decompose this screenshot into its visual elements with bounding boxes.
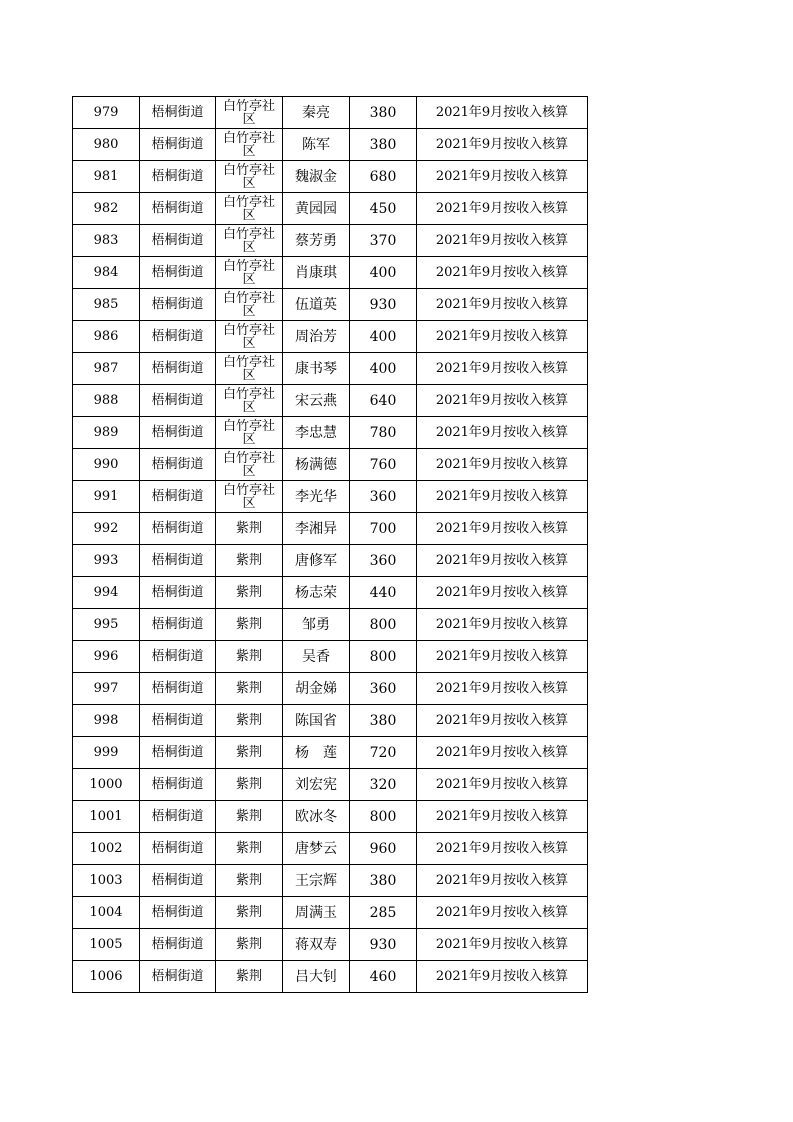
street-cell: 梧桐街道 bbox=[140, 161, 216, 193]
amount-cell: 380 bbox=[350, 129, 417, 161]
row-number-cell: 992 bbox=[73, 513, 140, 545]
community-text: 白竹亭社区 bbox=[222, 226, 275, 255]
row-number-cell: 998 bbox=[73, 705, 140, 737]
row-number-cell: 989 bbox=[73, 417, 140, 449]
table-row bbox=[73, 897, 588, 929]
table-row bbox=[73, 289, 588, 321]
note-cell: 2021年9月按收入核算 bbox=[417, 161, 588, 193]
community-cell bbox=[216, 897, 283, 929]
table-row bbox=[73, 577, 588, 609]
table-row bbox=[73, 481, 588, 513]
amount-cell: 800 bbox=[350, 641, 417, 673]
note-cell: 2021年9月按收入核算 bbox=[417, 961, 588, 993]
street-cell: 梧桐街道 bbox=[140, 961, 216, 993]
row-number-cell: 991 bbox=[73, 481, 140, 513]
amount-cell: 400 bbox=[350, 321, 417, 353]
community-text: 白竹亭社区 bbox=[222, 386, 275, 415]
row-number-cell: 982 bbox=[73, 193, 140, 225]
community-cell bbox=[216, 705, 283, 737]
amount-cell: 360 bbox=[350, 673, 417, 705]
table-row bbox=[73, 449, 588, 481]
row-number-cell: 986 bbox=[73, 321, 140, 353]
person-name-cell: 伍道英 bbox=[283, 289, 350, 321]
street-cell: 梧桐街道 bbox=[140, 193, 216, 225]
street-cell: 梧桐街道 bbox=[140, 737, 216, 769]
community-cell bbox=[216, 673, 283, 705]
row-number-cell: 980 bbox=[73, 129, 140, 161]
note-cell: 2021年9月按收入核算 bbox=[417, 129, 588, 161]
community-text: 紫荆 bbox=[235, 553, 262, 568]
community-text: 白竹亭社区 bbox=[222, 290, 275, 319]
street-cell: 梧桐街道 bbox=[140, 705, 216, 737]
table-row bbox=[73, 161, 588, 193]
street-cell: 梧桐街道 bbox=[140, 641, 216, 673]
table-row bbox=[73, 353, 588, 385]
row-number-cell: 990 bbox=[73, 449, 140, 481]
note-cell: 2021年9月按收入核算 bbox=[417, 545, 588, 577]
street-cell: 梧桐街道 bbox=[140, 289, 216, 321]
amount-cell: 440 bbox=[350, 577, 417, 609]
street-cell: 梧桐街道 bbox=[140, 897, 216, 929]
community-text: 紫荆 bbox=[235, 649, 262, 664]
community-cell bbox=[216, 257, 283, 289]
row-number-cell: 1006 bbox=[73, 961, 140, 993]
community-text: 白竹亭社区 bbox=[222, 354, 275, 383]
amount-cell: 320 bbox=[350, 769, 417, 801]
community-text: 紫荆 bbox=[235, 617, 262, 632]
community-text: 白竹亭社区 bbox=[222, 258, 275, 287]
person-name-cell: 肖康琪 bbox=[283, 257, 350, 289]
street-cell: 梧桐街道 bbox=[140, 929, 216, 961]
community-text: 紫荆 bbox=[235, 969, 262, 984]
note-cell: 2021年9月按收入核算 bbox=[417, 673, 588, 705]
amount-cell: 400 bbox=[350, 257, 417, 289]
amount-cell: 360 bbox=[350, 545, 417, 577]
row-number-cell: 997 bbox=[73, 673, 140, 705]
community-cell bbox=[216, 865, 283, 897]
amount-cell: 760 bbox=[350, 449, 417, 481]
amount-cell: 960 bbox=[350, 833, 417, 865]
row-number-cell: 1003 bbox=[73, 865, 140, 897]
note-cell: 2021年9月按收入核算 bbox=[417, 353, 588, 385]
amount-cell: 780 bbox=[350, 417, 417, 449]
community-text: 白竹亭社区 bbox=[222, 418, 275, 447]
table-row bbox=[73, 865, 588, 897]
community-text: 紫荆 bbox=[235, 745, 262, 760]
person-name-cell: 吴香 bbox=[283, 641, 350, 673]
person-name-cell: 李忠慧 bbox=[283, 417, 350, 449]
community-cell bbox=[216, 513, 283, 545]
table-row bbox=[73, 97, 588, 129]
street-cell: 梧桐街道 bbox=[140, 97, 216, 129]
row-number-cell: 1005 bbox=[73, 929, 140, 961]
person-name-cell: 唐梦云 bbox=[283, 833, 350, 865]
community-text: 白竹亭社区 bbox=[222, 322, 275, 351]
person-name-cell: 宋云燕 bbox=[283, 385, 350, 417]
table-row bbox=[73, 961, 588, 993]
table-row bbox=[73, 321, 588, 353]
community-cell bbox=[216, 321, 283, 353]
community-cell bbox=[216, 545, 283, 577]
community-cell bbox=[216, 353, 283, 385]
amount-cell: 360 bbox=[350, 481, 417, 513]
note-cell: 2021年9月按收入核算 bbox=[417, 769, 588, 801]
street-cell: 梧桐街道 bbox=[140, 385, 216, 417]
note-cell: 2021年9月按收入核算 bbox=[417, 705, 588, 737]
row-number-cell: 999 bbox=[73, 737, 140, 769]
community-text: 白竹亭社区 bbox=[222, 194, 275, 223]
community-cell bbox=[216, 385, 283, 417]
community-cell bbox=[216, 801, 283, 833]
community-text: 白竹亭社区 bbox=[222, 482, 275, 511]
amount-cell: 370 bbox=[350, 225, 417, 257]
community-cell bbox=[216, 609, 283, 641]
note-cell: 2021年9月按收入核算 bbox=[417, 801, 588, 833]
street-cell: 梧桐街道 bbox=[140, 609, 216, 641]
street-cell: 梧桐街道 bbox=[140, 513, 216, 545]
row-number-cell: 984 bbox=[73, 257, 140, 289]
note-cell: 2021年9月按收入核算 bbox=[417, 289, 588, 321]
street-cell: 梧桐街道 bbox=[140, 353, 216, 385]
row-number-cell: 979 bbox=[73, 97, 140, 129]
person-name-cell: 邹勇 bbox=[283, 609, 350, 641]
note-cell: 2021年9月按收入核算 bbox=[417, 193, 588, 225]
street-cell: 梧桐街道 bbox=[140, 769, 216, 801]
data-table bbox=[72, 96, 588, 993]
row-number-cell: 996 bbox=[73, 641, 140, 673]
street-cell: 梧桐街道 bbox=[140, 449, 216, 481]
person-name-cell: 魏淑金 bbox=[283, 161, 350, 193]
community-text: 紫荆 bbox=[235, 905, 262, 920]
street-cell: 梧桐街道 bbox=[140, 865, 216, 897]
table-row bbox=[73, 193, 588, 225]
community-cell bbox=[216, 161, 283, 193]
note-cell: 2021年9月按收入核算 bbox=[417, 865, 588, 897]
street-cell: 梧桐街道 bbox=[140, 321, 216, 353]
note-cell: 2021年9月按收入核算 bbox=[417, 513, 588, 545]
amount-cell: 930 bbox=[350, 929, 417, 961]
amount-cell: 460 bbox=[350, 961, 417, 993]
table-row bbox=[73, 929, 588, 961]
amount-cell: 680 bbox=[350, 161, 417, 193]
row-number-cell: 993 bbox=[73, 545, 140, 577]
note-cell: 2021年9月按收入核算 bbox=[417, 321, 588, 353]
amount-cell: 930 bbox=[350, 289, 417, 321]
person-name-cell: 蔡芳勇 bbox=[283, 225, 350, 257]
table-row bbox=[73, 769, 588, 801]
table-row bbox=[73, 801, 588, 833]
person-name-cell: 秦亮 bbox=[283, 97, 350, 129]
note-cell: 2021年9月按收入核算 bbox=[417, 449, 588, 481]
person-name-cell: 王宗辉 bbox=[283, 865, 350, 897]
community-cell bbox=[216, 417, 283, 449]
note-cell: 2021年9月按收入核算 bbox=[417, 481, 588, 513]
community-text: 紫荆 bbox=[235, 809, 262, 824]
person-name-cell: 刘宏宪 bbox=[283, 769, 350, 801]
street-cell: 梧桐街道 bbox=[140, 545, 216, 577]
note-cell: 2021年9月按收入核算 bbox=[417, 97, 588, 129]
note-cell: 2021年9月按收入核算 bbox=[417, 257, 588, 289]
community-cell bbox=[216, 961, 283, 993]
note-cell: 2021年9月按收入核算 bbox=[417, 609, 588, 641]
note-cell: 2021年9月按收入核算 bbox=[417, 641, 588, 673]
street-cell: 梧桐街道 bbox=[140, 129, 216, 161]
table-row bbox=[73, 641, 588, 673]
community-cell bbox=[216, 97, 283, 129]
street-cell: 梧桐街道 bbox=[140, 833, 216, 865]
table-row bbox=[73, 417, 588, 449]
table-body bbox=[73, 97, 588, 993]
community-cell bbox=[216, 481, 283, 513]
community-cell bbox=[216, 129, 283, 161]
row-number-cell: 985 bbox=[73, 289, 140, 321]
street-cell: 梧桐街道 bbox=[140, 225, 216, 257]
amount-cell: 800 bbox=[350, 609, 417, 641]
amount-cell: 400 bbox=[350, 353, 417, 385]
community-text: 白竹亭社区 bbox=[222, 98, 275, 127]
note-cell: 2021年9月按收入核算 bbox=[417, 897, 588, 929]
person-name-cell: 胡金娣 bbox=[283, 673, 350, 705]
table-row bbox=[73, 513, 588, 545]
community-cell bbox=[216, 225, 283, 257]
amount-cell: 380 bbox=[350, 97, 417, 129]
row-number-cell: 1000 bbox=[73, 769, 140, 801]
note-cell: 2021年9月按收入核算 bbox=[417, 737, 588, 769]
person-name-cell: 陈军 bbox=[283, 129, 350, 161]
community-text: 紫荆 bbox=[235, 681, 262, 696]
community-text: 白竹亭社区 bbox=[222, 130, 275, 159]
street-cell: 梧桐街道 bbox=[140, 801, 216, 833]
amount-cell: 800 bbox=[350, 801, 417, 833]
community-text: 紫荆 bbox=[235, 713, 262, 728]
street-cell: 梧桐街道 bbox=[140, 481, 216, 513]
row-number-cell: 987 bbox=[73, 353, 140, 385]
row-number-cell: 995 bbox=[73, 609, 140, 641]
row-number-cell: 1004 bbox=[73, 897, 140, 929]
community-text: 紫荆 bbox=[235, 937, 262, 952]
community-cell bbox=[216, 193, 283, 225]
street-cell: 梧桐街道 bbox=[140, 257, 216, 289]
community-text: 紫荆 bbox=[235, 521, 262, 536]
person-name-cell: 吕大钊 bbox=[283, 961, 350, 993]
note-cell: 2021年9月按收入核算 bbox=[417, 929, 588, 961]
person-name-cell: 杨志荣 bbox=[283, 577, 350, 609]
community-text: 白竹亭社区 bbox=[222, 162, 275, 191]
person-name-cell: 杨满德 bbox=[283, 449, 350, 481]
row-number-cell: 981 bbox=[73, 161, 140, 193]
community-text: 紫荆 bbox=[235, 585, 262, 600]
row-number-cell: 994 bbox=[73, 577, 140, 609]
row-number-cell: 983 bbox=[73, 225, 140, 257]
street-cell: 梧桐街道 bbox=[140, 673, 216, 705]
amount-cell: 380 bbox=[350, 865, 417, 897]
amount-cell: 450 bbox=[350, 193, 417, 225]
community-cell bbox=[216, 833, 283, 865]
community-text: 白竹亭社区 bbox=[222, 450, 275, 479]
community-cell bbox=[216, 737, 283, 769]
amount-cell: 285 bbox=[350, 897, 417, 929]
person-name-cell: 唐修军 bbox=[283, 545, 350, 577]
table-row bbox=[73, 385, 588, 417]
table-row bbox=[73, 673, 588, 705]
street-cell: 梧桐街道 bbox=[140, 577, 216, 609]
person-name-cell: 李光华 bbox=[283, 481, 350, 513]
note-cell: 2021年9月按收入核算 bbox=[417, 833, 588, 865]
table-row bbox=[73, 129, 588, 161]
community-text: 紫荆 bbox=[235, 777, 262, 792]
person-name-cell: 周治芳 bbox=[283, 321, 350, 353]
table-row bbox=[73, 225, 588, 257]
community-cell bbox=[216, 929, 283, 961]
row-number-cell: 988 bbox=[73, 385, 140, 417]
amount-cell: 380 bbox=[350, 705, 417, 737]
community-cell bbox=[216, 449, 283, 481]
community-cell bbox=[216, 769, 283, 801]
person-name-cell: 杨 莲 bbox=[283, 737, 350, 769]
table-row bbox=[73, 737, 588, 769]
table-row bbox=[73, 545, 588, 577]
amount-cell: 640 bbox=[350, 385, 417, 417]
community-cell bbox=[216, 641, 283, 673]
row-number-cell: 1001 bbox=[73, 801, 140, 833]
street-cell: 梧桐街道 bbox=[140, 417, 216, 449]
table-row bbox=[73, 257, 588, 289]
person-name-cell: 李湘异 bbox=[283, 513, 350, 545]
table-row bbox=[73, 705, 588, 737]
table-row bbox=[73, 833, 588, 865]
note-cell: 2021年9月按收入核算 bbox=[417, 577, 588, 609]
community-text: 紫荆 bbox=[235, 841, 262, 856]
amount-cell: 720 bbox=[350, 737, 417, 769]
person-name-cell: 黄园园 bbox=[283, 193, 350, 225]
person-name-cell: 陈国省 bbox=[283, 705, 350, 737]
community-cell bbox=[216, 289, 283, 321]
community-text: 紫荆 bbox=[235, 873, 262, 888]
note-cell: 2021年9月按收入核算 bbox=[417, 417, 588, 449]
row-number-cell: 1002 bbox=[73, 833, 140, 865]
person-name-cell: 欧冰冬 bbox=[283, 801, 350, 833]
table-row bbox=[73, 609, 588, 641]
note-cell: 2021年9月按收入核算 bbox=[417, 385, 588, 417]
person-name-cell: 康书琴 bbox=[283, 353, 350, 385]
person-name-cell: 蒋双寿 bbox=[283, 929, 350, 961]
note-cell: 2021年9月按收入核算 bbox=[417, 225, 588, 257]
amount-cell: 700 bbox=[350, 513, 417, 545]
community-cell bbox=[216, 577, 283, 609]
person-name-cell: 周满玉 bbox=[283, 897, 350, 929]
